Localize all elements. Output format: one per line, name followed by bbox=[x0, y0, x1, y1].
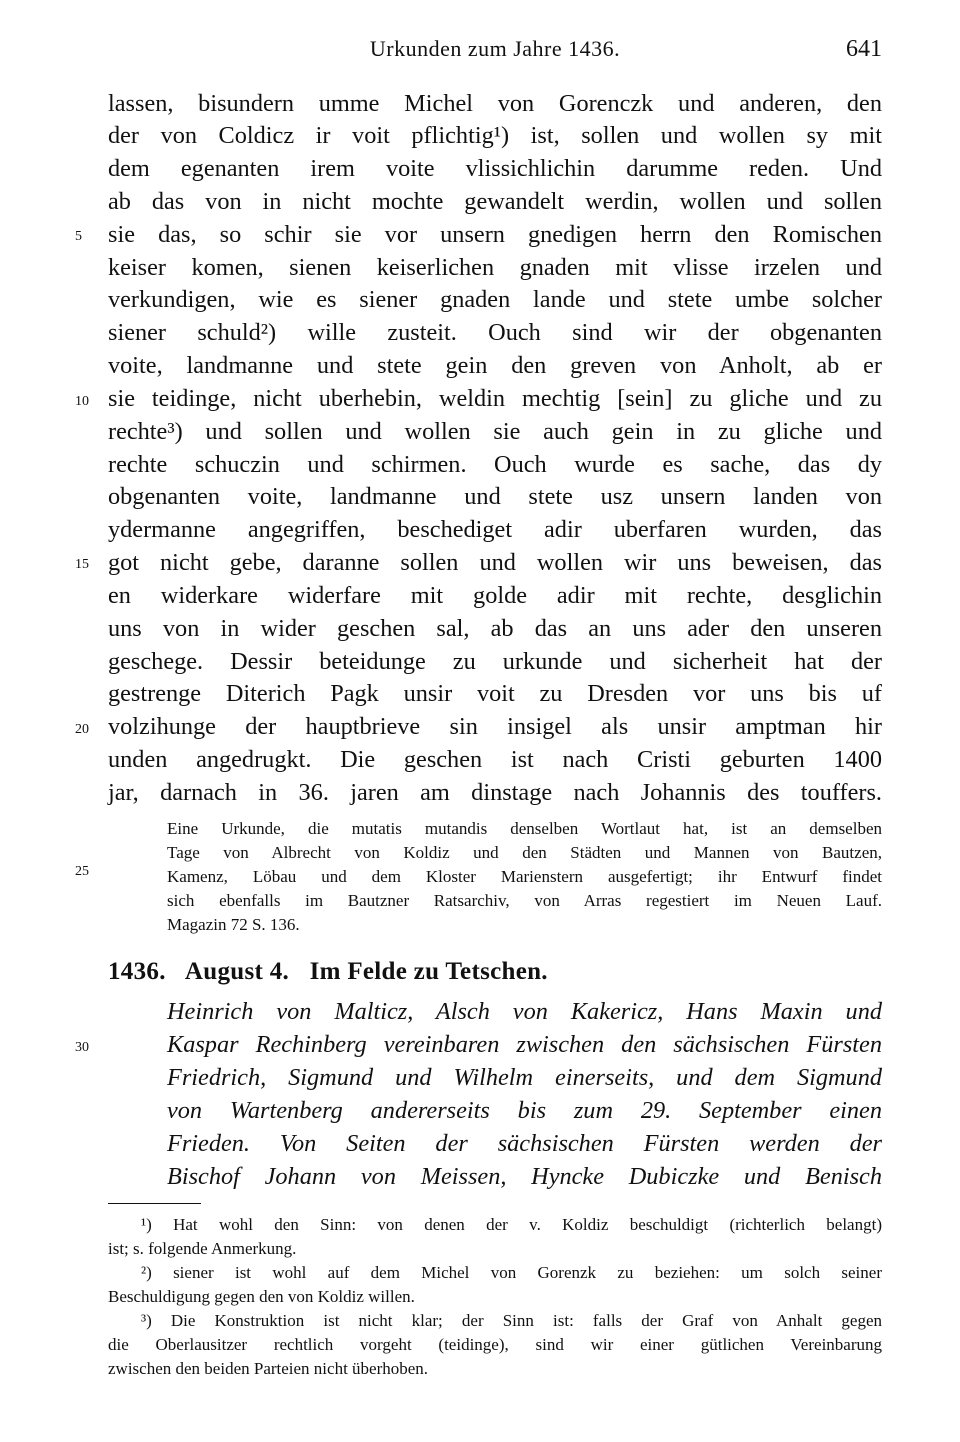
note-line: Eine Urkunde, die mutatis mutandis denselben Wortlaut hat, ist an demselben bbox=[167, 819, 882, 838]
body-line: keiser komen, sienen keiserlichen gnaden mit vlisse irzelen und bbox=[108, 254, 882, 281]
body-line: jar, darnach in 36. jaren am dinstage nach Johannis des touffers. bbox=[108, 779, 882, 806]
regest-line: Heinrich von Malticz, Alsch von Kakericz, Hans Maxin und bbox=[167, 998, 882, 1025]
regest-line: Frieden. Von Seiten der sächsischen Fürsten werden der bbox=[167, 1130, 882, 1157]
body-line: lassen, bisundern umme Michel von Gorenczk und anderen, den bbox=[108, 90, 882, 117]
regest-line: Friedrich, Sigmund und Wilhelm einerseits, und dem Sigmund bbox=[167, 1064, 882, 1091]
footnote-rule bbox=[108, 1203, 201, 1204]
regest-line: von Wartenberg andererseits bis zum 29. September einen bbox=[167, 1097, 882, 1124]
body-line: voite, landmanne und stete gein den greven von Anholt, ab er bbox=[108, 352, 882, 379]
body-line: unden angedrugkt. Die geschen ist nach Cristi geburten 1400 bbox=[108, 746, 882, 773]
footnote-line: die Oberlausitzer rechtlich vorgeht (teidinge), sind wir einer gütlichen Vereinbarung bbox=[108, 1335, 882, 1354]
line-number: 25 bbox=[75, 864, 89, 879]
entry-year: 1436. bbox=[108, 958, 166, 985]
footnote-line: ²) siener ist wohl auf dem Michel von Gorenzk zu beziehen: um solch seiner bbox=[141, 1263, 882, 1282]
body-line: sie teidinge, nicht uberhebin, weldin mechtig [sein] zu gliche und zu bbox=[108, 385, 882, 412]
line-number: 30 bbox=[75, 1040, 89, 1055]
body-line: got nicht gebe, daranne sollen und wollen wir uns beweisen, das bbox=[108, 549, 882, 576]
body-line: ydermanne angegriffen, beschediget adir uberfaren wurden, das bbox=[108, 516, 882, 543]
line-number: 15 bbox=[75, 557, 89, 572]
note-line: Tage von Albrecht von Koldiz und den Städten und Mannen von Bautzen, bbox=[167, 843, 882, 862]
page-number: 641 bbox=[846, 36, 882, 62]
entry-place: Im Felde zu Tetschen. bbox=[309, 958, 548, 985]
page-header bbox=[108, 36, 882, 66]
entry-date: August 4. bbox=[184, 958, 290, 985]
body-line: obgenanten voite, landmanne und stete usz unsern landen von bbox=[108, 483, 882, 510]
body-line: volzihunge der hauptbrieve sin insigel als unsir amptman hir bbox=[108, 713, 882, 740]
body-line: ab das von in nicht mochte gewandelt werdin, wollen und sollen bbox=[108, 188, 882, 215]
line-number: 10 bbox=[75, 394, 89, 409]
body-line: der von Coldicz ir voit pflichtig¹) ist, sollen und wollen sy mit bbox=[108, 122, 882, 149]
body-line: verkundigen, wie es siener gnaden lande und stete umbe solcher bbox=[108, 286, 882, 313]
footnote-line: zwischen den beiden Parteien nicht überhoben. bbox=[108, 1359, 429, 1378]
body-line: sie das, so schir sie vor unsern gnedigen herrn den Romischen bbox=[108, 221, 882, 248]
footnote-line: Beschuldigung gegen den von Koldiz willen. bbox=[108, 1287, 415, 1306]
body-line: gestrenge Diterich Pagk unsir voit zu Dresden vor uns bis uf bbox=[108, 680, 882, 707]
note-line: sich ebenfalls im Bautzner Ratsarchiv, von Arras regestiert im Neuen Lauf. bbox=[167, 891, 882, 910]
regest-line: Kaspar Rechinberg vereinbaren zwischen den sächsischen Fürsten bbox=[167, 1031, 882, 1058]
line-number: 20 bbox=[75, 722, 89, 737]
body-line: rechte schuczin und schirmen. Ouch wurde es sache, das dy bbox=[108, 451, 882, 478]
line-number: 5 bbox=[75, 229, 82, 244]
body-line: geschege. Dessir beteidunge zu urkunde und sicherheit hat der bbox=[108, 648, 882, 675]
body-line: dem egenanten irem voite vlissichlichin darumme reden. Und bbox=[108, 155, 882, 182]
note-line: Kamenz, Löbau und dem Kloster Marienstern ausgefertigt; ihr Entwurf findet bbox=[167, 867, 882, 886]
footnote-line: ³) Die Konstruktion ist nicht klar; der Sinn ist: falls der Graf von Anhalt gegen bbox=[141, 1311, 882, 1330]
body-line: siener schuld²) wille zusteit. Ouch sind wir der obgenanten bbox=[108, 319, 882, 346]
footnote-line: ¹) Hat wohl den Sinn: von denen der v. Koldiz beschuldigt (richterlich belangt) bbox=[141, 1215, 882, 1234]
body-line: rechte³) und sollen und wollen sie auch gein in zu gliche und bbox=[108, 418, 882, 445]
running-head: Urkunden zum Jahre 1436. bbox=[369, 36, 621, 61]
note-line: Magazin 72 S. 136. bbox=[167, 915, 300, 934]
body-line: en widerkare widerfare mit golde adir mit rechte, desglichin bbox=[108, 582, 882, 609]
footnote-line: ist; s. folgende Anmerkung. bbox=[108, 1239, 297, 1258]
body-line: uns von in wider geschen sal, ab das an uns ader den unseren bbox=[108, 615, 882, 642]
entry-heading bbox=[108, 958, 562, 986]
regest-line: Bischof Johann von Meissen, Hyncke Dubiczke und Benisch bbox=[167, 1163, 882, 1190]
